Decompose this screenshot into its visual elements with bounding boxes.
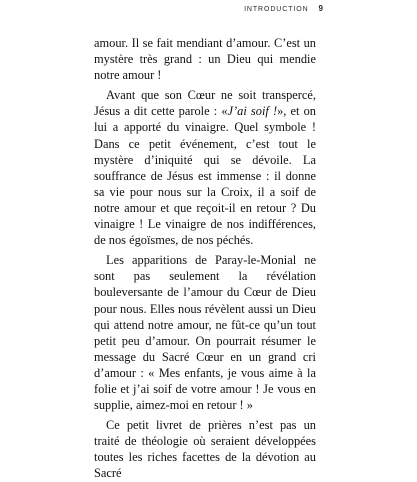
body-text — [94, 35, 316, 482]
paragraph-2-start: Avant que son Cœur ne soit transpercé, Jésus a dit cette parole : « — [94, 88, 316, 119]
paragraph-3: Les apparitions de Paray-le-Monial ne sont pas seulement la révélation bouleversante de l’amour du Cœur de Dieu pour nous. Elles nous révèlent aussi un Dieu qui attend notre amour, ne fût-ce qu’un tout petit peu d’amour. On pourrait résumer le message du Sacré Cœur en un grand cri d’amour : « Mes enfants, je vous aime à la folie et j’ai soif de votre amour ! Je vous en supplie, aimez-moi en retour ! » — [94, 253, 316, 413]
paragraph-1: amour. Il se fait mendiant d’amour. C’est un mystère très grand : un Dieu qui mendie notre amour ! — [94, 36, 316, 83]
page-number: 9 — [318, 4, 323, 13]
paragraph-2-end: », et on lui a apporté du vinaigre. Quel symbole ! Dans ce petit événement, c’est tout le mystère d’iniquité qui se dévoile. La souffrance de Jésus est immense : il donne sa vie pour nous sur la Croix, il a soif de notre amour et que reçoit-il en retour ? Du vinaigre ! Le vinaigre de nos indifférences, de nos égoïsmes, de nos péchés. — [94, 104, 316, 248]
paragraph-2 — [94, 87, 316, 248]
running-header — [244, 4, 323, 13]
paragraph-4: Ce petit livret de prières n’est pas un traité de théologie où seraient développées toutes les riches facettes de la dévotion au Sacré — [94, 418, 316, 481]
quote-jai-soif: J’ai soif ! — [227, 104, 278, 119]
chapter-title: INTRODUCTION — [244, 6, 309, 13]
